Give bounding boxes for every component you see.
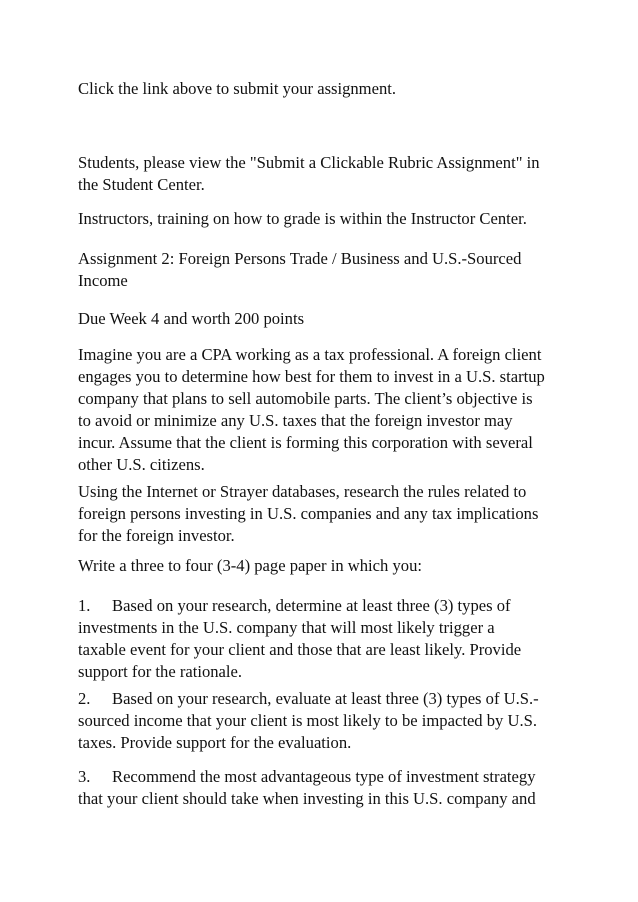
list-number: 1. (78, 596, 91, 615)
list-item-1 (78, 595, 568, 683)
text-line (78, 766, 568, 788)
text-line: Assignment 2: Foreign Persons Trade / Business and U.S.-Sourced (78, 249, 522, 268)
submit-instruction (78, 78, 568, 100)
text-line: Click the link above to submit your assignment. (78, 79, 397, 98)
list-item-text: Based on your research, determine at least three (3) types of (112, 596, 511, 615)
research-paragraph (78, 481, 568, 547)
scenario-paragraph (78, 344, 568, 476)
text-line: support for the rationale. (78, 662, 243, 681)
list-item-text: Based on your research, evaluate at least three (3) types of U.S.- (112, 689, 539, 708)
text-line: taxes. Provide support for the evaluation. (78, 733, 352, 752)
list-number: 3. (78, 767, 91, 786)
text-line: to avoid or minimize any U.S. taxes that the foreign investor may (78, 411, 513, 430)
paper-instruction (78, 555, 568, 577)
text-line: engages you to determine how best for them to invest in a U.S. startup (78, 367, 545, 386)
text-line: company that plans to sell automobile parts. The client’s objective is (78, 389, 533, 408)
text-line (78, 688, 568, 710)
text-line: Income (78, 271, 128, 290)
text-line: incur. Assume that the client is forming this corporation with several (78, 433, 533, 452)
list-number: 2. (78, 689, 91, 708)
text-line: for the foreign investor. (78, 526, 235, 545)
text-line (78, 595, 568, 617)
text-line: Instructors, training on how to grade is within the Instructor Center. (78, 209, 527, 228)
text-line: Due Week 4 and worth 200 points (78, 309, 305, 328)
text-line: taxable event for your client and those that are least likely. Provide (78, 640, 522, 659)
text-line: investments in the U.S. company that will most likely trigger a (78, 618, 495, 637)
text-line: the Student Center. (78, 175, 205, 194)
text-line: that your client should take when investing in this U.S. company and (78, 789, 536, 808)
student-center-note (78, 152, 568, 196)
list-item-3 (78, 766, 568, 810)
text-line: Imagine you are a CPA working as a tax professional. A foreign client (78, 345, 542, 364)
text-line: foreign persons investing in U.S. companies and any tax implications (78, 504, 539, 523)
instructor-center-note (78, 208, 568, 230)
list-item-text: Recommend the most advantageous type of investment strategy (112, 767, 536, 786)
text-line: Using the Internet or Strayer databases, research the rules related to (78, 482, 527, 501)
text-line: sourced income that your client is most likely to be impacted by U.S. (78, 711, 538, 730)
list-item-2 (78, 688, 568, 754)
assignment-title (78, 248, 568, 292)
text-line: Write a three to four (3-4) page paper in which you: (78, 556, 422, 575)
due-date (78, 308, 568, 330)
text-line: Students, please view the "Submit a Clickable Rubric Assignment" in (78, 153, 540, 172)
text-line: other U.S. citizens. (78, 455, 205, 474)
